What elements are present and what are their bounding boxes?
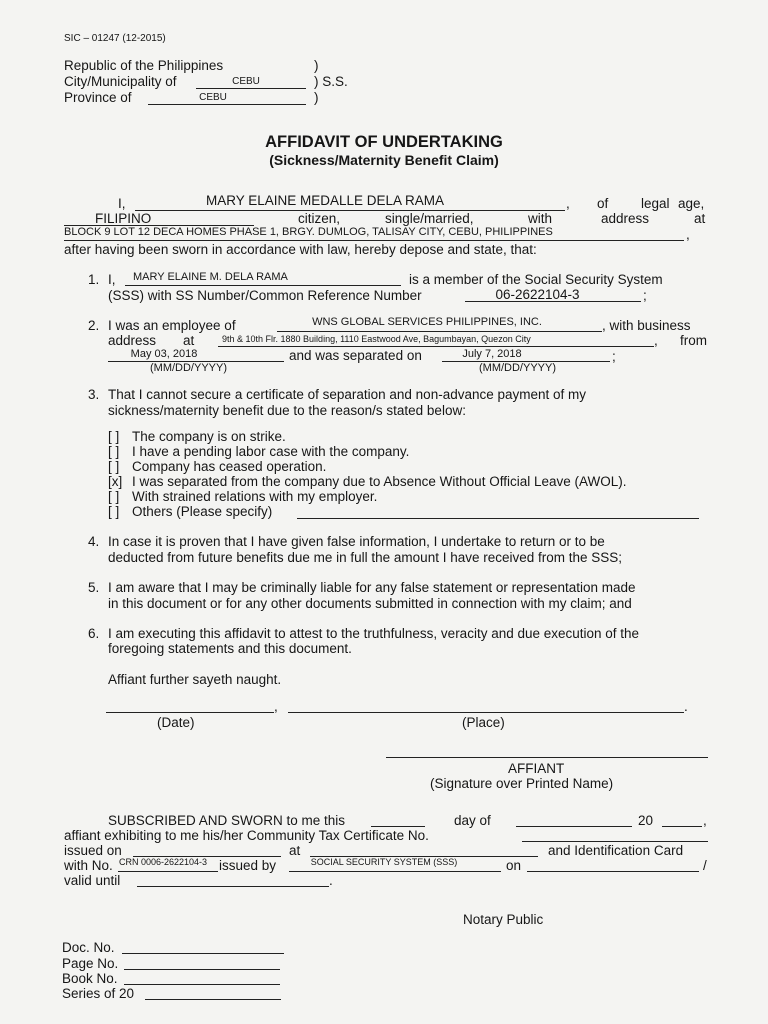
venue-city-value: CEBU [232, 76, 260, 87]
reason-checkbox[interactable]: [ ] [108, 444, 120, 459]
item-number: 6. [88, 626, 100, 641]
jurat-issued-on: issued on [64, 843, 122, 858]
series-label: Series of 20 [62, 986, 135, 1001]
intro-of: of [597, 196, 609, 211]
item-number: 2. [88, 318, 100, 333]
name-line [135, 210, 565, 211]
jurat-slash: / [703, 858, 707, 873]
item2-text-b: , with business [602, 318, 691, 333]
reason-label: I was separated from the company due to Absence Without Official Leave (AWOL). [132, 474, 627, 489]
item1-name-line [125, 285, 401, 286]
item6-line-a: I am executing this affidavit to attest to the truthfulness, veracity and due execution of the [108, 626, 640, 641]
reason-checkbox-checked[interactable]: [x] [108, 474, 123, 489]
item2-address-word: address [108, 333, 157, 348]
date-comma: , [274, 699, 278, 714]
issuer-line [289, 871, 501, 872]
item3-line-a: That I cannot secure a certificate of separation and non-advance payment of my [108, 387, 587, 402]
item-number: 5. [88, 580, 100, 595]
address-line [64, 240, 684, 241]
intro-citizen: citizen, [298, 211, 341, 226]
intro-i: I, [118, 196, 126, 211]
id-date-line[interactable] [527, 871, 699, 872]
item1-i: I, [108, 272, 116, 287]
jurat-issued-by: issued by [219, 858, 277, 873]
employer-line [277, 331, 602, 332]
intro-legal: legal [641, 196, 670, 211]
employer-address: 9th & 10th Flr. 1880 Building, 1110 Eastwood Ave, Bagumbayan, Quezon City [222, 334, 531, 344]
venue-province-label: Province of [64, 90, 132, 105]
date-to: July 7, 2018 [462, 348, 522, 360]
date-format-hint: (MM/DD/YYYY) [479, 362, 556, 374]
id-number: CRN 0006-2622104-3 [119, 857, 208, 867]
intro-comma: , [566, 196, 570, 211]
venue-province-value: CEBU [199, 92, 227, 103]
others-specify-line[interactable] [297, 518, 699, 519]
item2-at: at [183, 333, 195, 348]
reason-checkbox[interactable]: [ ] [108, 489, 120, 504]
issuer: SOCIAL SECURITY SYSTEM (SSS) [310, 857, 458, 867]
reason-label: I have a pending labor case with the company. [132, 444, 410, 459]
venue-paren: ) [314, 58, 319, 73]
item2-text-a: I was an employee of [108, 318, 236, 333]
venue-province-line [148, 104, 306, 105]
date-from: May 03, 2018 [130, 348, 198, 360]
item1-name: MARY ELAINE M. DELA RAMA [133, 271, 288, 283]
item5-line-a: I am aware that I may be criminally liable for any false statement or representation made [108, 580, 636, 595]
affiant-label: AFFIANT [508, 761, 565, 776]
affiant-name: MARY ELAINE MEDALLE DELA RAMA [205, 193, 445, 208]
item-number: 4. [88, 534, 100, 549]
jurat-exhibiting: affiant exhibiting to me his/her Community Tax Certificate No. [64, 828, 429, 843]
reason-label: Company has ceased operation. [132, 459, 327, 474]
month-line[interactable] [516, 826, 632, 827]
form-code: SIC – 01247 (12-2015) [64, 33, 166, 44]
intro-address-word: address [601, 211, 650, 226]
intro-with: with [528, 211, 553, 226]
item2-end: ; [612, 349, 616, 364]
book-no-line[interactable] [124, 984, 280, 985]
item-number: 1. [88, 272, 100, 287]
book-no-label: Book No. [62, 971, 118, 986]
item1-text-a: is a member of the Social Security System [409, 272, 663, 287]
item1-text-b: (SSS) with SS Number/Common Reference Number [108, 288, 422, 303]
jurat-end1: , [703, 813, 707, 828]
ss-number: 06-2622104-3 [495, 287, 580, 302]
item3-line-b: sickness/maternity benefit due to the reason/s stated below: [108, 403, 466, 418]
item2-comma: , [654, 333, 658, 348]
date-line[interactable] [106, 712, 274, 713]
jurat-day-of: day of [454, 813, 491, 828]
jurat-with-no: with No. [64, 858, 113, 873]
reason-checkbox[interactable]: [ ] [108, 504, 120, 519]
jurat-on: on [506, 858, 522, 873]
employer-name: WNS GLOBAL SERVICES PHILIPPINES, INC. [312, 316, 542, 328]
place-line[interactable] [288, 712, 684, 713]
reason-label: The company is on strike. [132, 429, 286, 444]
year-line[interactable] [662, 826, 702, 827]
item4-line-b: deducted from future benefits due me in full the amount I have received from the SSS; [108, 550, 623, 565]
item1-end: ; [643, 288, 647, 303]
intro-sworn: after having been sworn in accordance with law, hereby depose and state, that: [64, 242, 537, 257]
item2-from: from [680, 333, 707, 348]
item-number: 3. [88, 387, 100, 402]
page-no-line[interactable] [124, 969, 280, 970]
document-title: AFFIDAVIT OF UNDERTAKING [265, 133, 503, 151]
affiant-address: BLOCK 9 LOT 12 DECA HOMES PHASE 1, BRGY. DUMLOG, TALISAY CITY, CEBU, PHILIPPINES [64, 226, 553, 238]
series-line[interactable] [145, 999, 281, 1000]
date-label: (Date) [157, 715, 195, 730]
jurat-at: at [289, 843, 301, 858]
ctc-line[interactable] [522, 841, 708, 842]
intro-at: at [694, 211, 706, 226]
intro-marital: single/married, [385, 211, 474, 226]
nationality: FILIPINO [95, 211, 152, 226]
jurat-end2: . [329, 873, 333, 888]
jurat-twenty: 20 [638, 813, 654, 828]
notary-public-label: Notary Public [463, 912, 544, 927]
signature-label: (Signature over Printed Name) [430, 776, 614, 791]
item6-line-b: foregoing statements and this document. [108, 641, 352, 656]
reason-label: With strained relations with my employer. [132, 489, 378, 504]
item4-line-a: In case it is proven that I have given false information, I undertake to return or to be [108, 534, 605, 549]
page-no-label: Page No. [62, 956, 119, 971]
venue-paren: ) [314, 90, 319, 105]
id-number-line [118, 871, 218, 872]
item2-separated: and was separated on [289, 348, 422, 363]
venue-city-line [196, 88, 306, 89]
intro-address-end: , [686, 227, 690, 242]
jurat-subscribed: SUBSCRIBED AND SWORN to me this [108, 813, 346, 828]
reason-checkbox[interactable]: [ ] [108, 459, 120, 474]
doc-no-label: Doc. No. [62, 940, 115, 955]
reason-checkbox[interactable]: [ ] [108, 429, 120, 444]
valid-until-line[interactable] [137, 886, 329, 887]
item5-line-b: in this document or for any other documents submitted in connection with my claim; and [108, 596, 632, 611]
further-sayeth: Affiant further sayeth naught. [108, 672, 282, 687]
jurat-valid-until: valid until [64, 873, 121, 888]
venue-ss: ) S.S. [314, 74, 348, 89]
reason-label: Others (Please specify) [132, 504, 273, 519]
place-period: . [684, 699, 688, 714]
document-subtitle: (Sickness/Maternity Benefit Claim) [269, 152, 499, 168]
jurat-id-card: and Identification Card [548, 843, 684, 858]
place-label: (Place) [462, 715, 505, 730]
venue-city-label: City/Municipality of [64, 74, 177, 89]
doc-no-line[interactable] [122, 953, 284, 954]
intro-age: age, [678, 196, 705, 211]
date-format-hint: (MM/DD/YYYY) [150, 362, 227, 374]
venue-republic: Republic of the Philippines [64, 58, 224, 73]
day-line[interactable] [371, 826, 425, 827]
signature-line[interactable] [386, 757, 708, 758]
employer-address-line [218, 346, 654, 347]
